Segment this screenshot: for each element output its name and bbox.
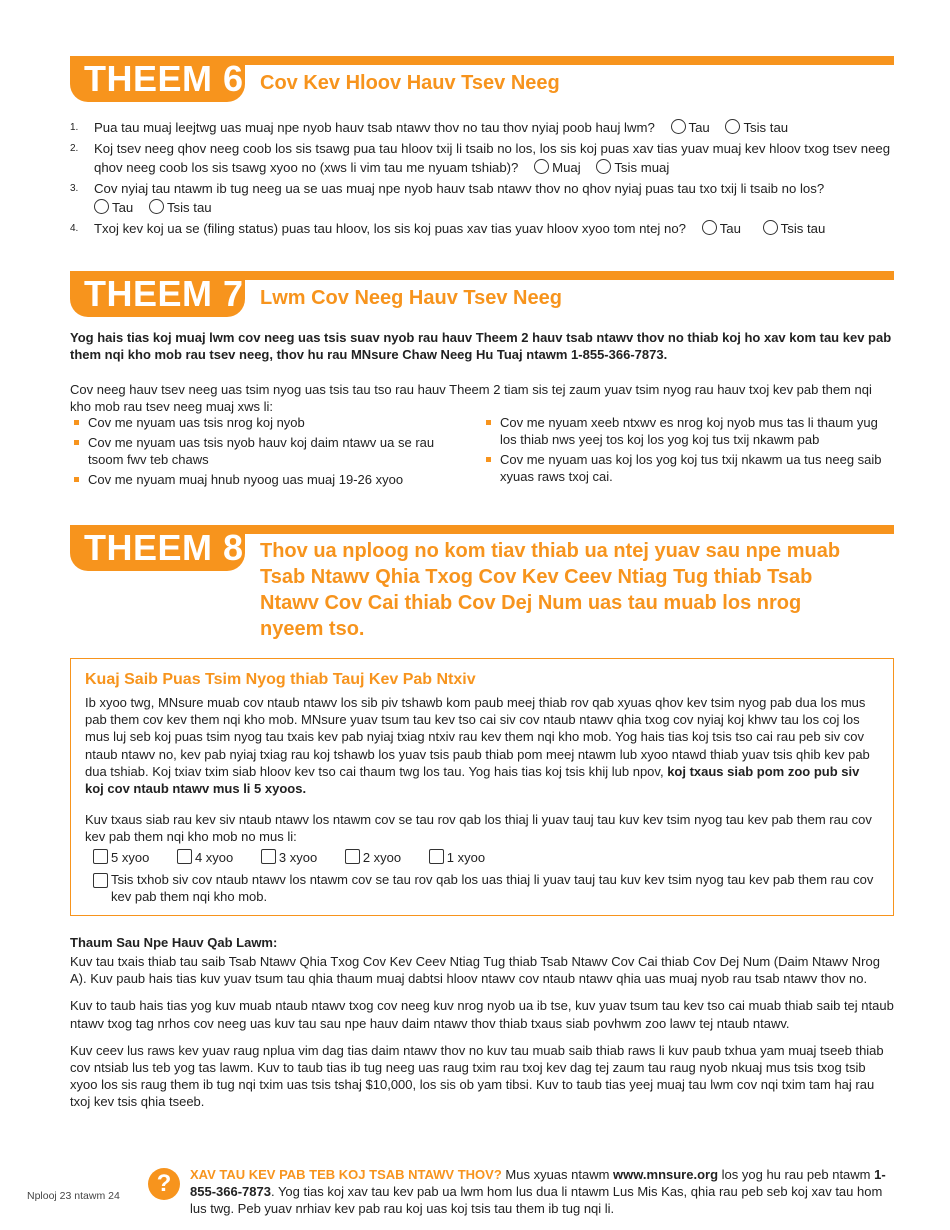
help-heading: XAV TAU KEV PAB TEB KOJ TSAB NTAWV THOV? xyxy=(190,1167,502,1182)
theem6-header xyxy=(70,56,894,106)
theem6-title: Cov Kev Hloov Hauv Tsev Neeg xyxy=(260,72,560,94)
question-text: Pua tau muaj leejtwg uas muaj npe nyob hauv tsab ntawv thov no tau thov nyiaj poob hauj lwm? xyxy=(94,120,655,135)
question-3 xyxy=(70,179,894,217)
radio-label: Tau xyxy=(688,120,710,135)
signature-para-1: Kuv tau txais thiab tau saib Tsab Ntawv Qhia Txog Cov Kev Ceev Ntiag Tug thiab Tsab Ntawv Cov Cai thiab Cov Dej Num (Daim Ntawv Nrog A). Kuv paub hais tias kuv yuav tsum tau qhia thaum muaj dabtsi hloov ntawv cov ntaub ntawv qhia uas muaj nyob rau tsab ntawv thov no. xyxy=(70,954,880,987)
theem7-para: Cov neeg hauv tsev neeg uas tsim nyog uas tsis tau tso rau hauv Theem 2 tiam sis tej zaum yuav tsim nyog rau hauv txoj kev pab them nqi kho mob rau tsev neeg muaj xws li: xyxy=(70,382,872,415)
radio-yes[interactable] xyxy=(671,119,686,134)
checkbox[interactable] xyxy=(93,873,108,888)
radio-label: Tsis muaj xyxy=(614,160,670,175)
theem6-tab: THEEM 6 xyxy=(70,56,245,102)
no-consent-label: Tsis txhob siv cov ntaub ntawv los ntawm cov se tau rov qab los uas thiaj li yuav tauj tau kuv kev tsim nyog tau kev pab them rau cov kev pab them nqi kho mob. xyxy=(111,871,874,904)
theem7-intro xyxy=(70,329,894,416)
page-number: Nplooj 23 ntawm 24 xyxy=(27,1190,120,1202)
question-1 xyxy=(70,118,894,137)
help-text: XAV TAU KEV PAB TEB KOJ TSAB NTAWV THOV? Mus xyuas ntawm www.mnsure.org los yog hu rau peb ntawm 1-855-366-7873. Yog tias koj xav tau kev pab ua lwm hom lus dua li ntawm Lus Mis Kas, qhia rau peb seb koj xav tau hom lus twg. Peb yuav nrhiav kev pab rau koj uas koj tsis tau them ib tug nqi li. xyxy=(190,1167,886,1216)
radio-no[interactable] xyxy=(596,159,611,174)
radio-label: Tsis tau xyxy=(780,221,826,236)
signature-section xyxy=(70,934,894,1110)
radio-label: Tau xyxy=(719,221,741,236)
theem7-bullets-right xyxy=(482,414,892,489)
theem6-questions xyxy=(70,118,894,240)
option-4-years[interactable]: 4 xyoo xyxy=(177,849,233,866)
question-4 xyxy=(70,219,894,238)
consent-box xyxy=(70,658,894,916)
signature-heading: Thaum Sau Npe Hauv Qab Lawm: xyxy=(70,935,278,950)
option-5-years[interactable]: 5 xyoo xyxy=(93,849,149,866)
question-text: Txoj kev koj ua se (filing status) puas tau hloov, los sis koj puas xav tias yuav hloov xyoo tom ntej no? xyxy=(94,221,687,236)
list-item: Cov me nyuam uas tsis nrog koj nyob xyxy=(70,414,470,431)
checkbox[interactable] xyxy=(93,849,108,864)
radio-yes[interactable] xyxy=(94,199,109,214)
theem8-header xyxy=(70,525,894,640)
checkbox[interactable] xyxy=(429,849,444,864)
question-text: Cov nyiaj tau ntawm ib tug neeg ua se uas muaj npe nyob hauv tsab ntawv thov no qhov nyiaj puas tau txo txij li tsaib no los? xyxy=(94,181,825,196)
option-3-years[interactable]: 3 xyoo xyxy=(261,849,317,866)
question-number: 1. xyxy=(70,122,79,133)
radio-no[interactable] xyxy=(725,119,740,134)
question-2 xyxy=(70,139,894,177)
question-number: 3. xyxy=(70,183,79,194)
radio-yes[interactable] xyxy=(702,220,717,235)
radio-label: Tau xyxy=(112,200,134,215)
consent-box-title: Kuaj Saib Puas Tsim Nyog thiab Tauj Kev Pab Ntxiv xyxy=(85,671,476,688)
checkbox[interactable] xyxy=(345,849,360,864)
consent-options xyxy=(85,849,879,866)
option-1-year[interactable]: 1 xyoo xyxy=(429,849,485,866)
option-no-consent[interactable] xyxy=(85,871,879,905)
radio-label: Muaj xyxy=(552,160,581,175)
phone-number: 1-855-366-7873 xyxy=(190,1167,886,1199)
theem7-header xyxy=(70,271,894,321)
consent-para: Ib xyoo twg, MNsure muab cov ntaub ntawv los sib piv tshawb kom paub meej thiab rov qab xyuas qhov kev tsim nyog pab dua los mus pab them cov kev them nqi kho mob. MNsure yuav tsum tau kev tso cai siv cov ntaub ntawv qhia txog cov nyiaj koj khwv tau los coj los mus luj seb koj puas tsim nyog tau txais kev pab nyiaj txiag ntxiv rau kev them nqi kho mob. Yog hais tias koj tsis tso cai rau peb siv cov ntaub ntawv no, kev pab nyiaj txiag rau koj tshawb los yuav tsis paub thiab pom meej ntawm lub xyoo ntawd thiab yuav tsis qhib kev pab dua tshiab. Koj txiav txim siab hloov kev tso cai thaum twg los tau. Yog hais tias koj tsis khij lub npov, koj txaus siab pom zoo pub siv koj cov ntaub ntawv mus li 5 xyoos. xyxy=(85,695,870,796)
signature-para-2: Kuv to taub hais tias yog kuv muab ntaub ntawv txog cov neeg kuv nrog nyob ua ib tse, kuv yuav tsum tau kev tso cai muab thiab saib tej ntaub ntawv txog tag nrhos cov neeg uas kuv tau sau npe hauv daim ntawv thov thiab txaus siab povhwm zoo lawv tej ntaub ntawv. xyxy=(70,998,894,1031)
question-number: 4. xyxy=(70,223,79,234)
question-number: 2. xyxy=(70,143,79,154)
radio-yes[interactable] xyxy=(534,159,549,174)
radio-label: Tsis tau xyxy=(743,120,789,135)
theem7-tab: THEEM 7 xyxy=(70,271,245,317)
radio-label: Tsis tau xyxy=(166,200,212,215)
radio-no[interactable] xyxy=(149,199,164,214)
theem8-tab: THEEM 8 xyxy=(70,525,245,571)
list-item: Cov me nyuam muaj hnub nyoog uas muaj 19-26 xyoo xyxy=(70,471,470,488)
question-text: Koj tsev neeg qhov neeg coob los sis tsawg pua tau hloov txij li tsaib no los, los sis koj puas xav tias yuav muaj kev hloov txog tsev neeg qhov neeg coob los sis tsawg xyoo no (xws li vim tau me nyuam tshiab)? xyxy=(94,141,891,175)
consent-para-2: Kuv txaus siab rau kev siv ntaub ntawv los ntawm cov se tau rov qab los thiaj li yuav tauj tau kuv kev tsim nyog tau kev pab them rau cov kev pab them nqi kho mob no mus li: xyxy=(85,812,872,845)
checkbox[interactable] xyxy=(261,849,276,864)
option-2-years[interactable]: 2 xyoo xyxy=(345,849,401,866)
list-item: Cov me nyuam uas koj los yog koj tus txij nkawm ua tus neeg saib xyuas raws txoj cai. xyxy=(482,451,892,485)
radio-no[interactable] xyxy=(763,220,778,235)
theem7-intro-bold: Yog hais tias koj muaj lwm cov neeg uas tsis suav nyob rau hauv Theem 2 hauv tsab ntawv thov no thiab koj ho xav kom tau kev pab them nqi kho mob rau tsev neeg, thov hu rau MNsure Chaw Neeg Hu Tuaj ntawm 1-855-366-7873. xyxy=(70,330,892,363)
help-icon: ? xyxy=(148,1168,180,1200)
list-item: Cov me nyuam xeeb ntxwv es nrog koj nyob mus tas li thaum yug los thiab nws yeej tos koj los yog koj tus txij nkawm pab xyxy=(482,414,892,448)
theem7-title: Lwm Cov Neeg Hauv Tsev Neeg xyxy=(260,287,562,309)
website-link[interactable]: www.mnsure.org xyxy=(613,1167,719,1182)
theem7-bullets-left xyxy=(70,414,470,492)
theem8-title: Thov ua nploog no kom tiav thiab ua ntej yuav sau npe muab Tsab Ntawv Qhia Txog Cov Kev Ceev Ntiag Tug thiab Tsab Ntawv Cov Cai thiab Cov Dej Num uas tau muab los nrog nyeem tso. xyxy=(260,540,841,640)
signature-para-3: Kuv ceev lus raws kev yuav raug nplua vim dag tias daim ntawv thov no kuv tau muab saib thiab raws li kuv paub txhua yam muaj tseeb thiab cov ntsiab lus teb yog tas lawm. Kuv to taub tias ib tug neeg uas raug txim rau txoj kev dag tej zaum tau raug nyob nkuaj mus tsis txog tsib xyoo los sis raug them ib tug nqi txim uas tsis tshaj $10,000, los sis ob yam tibsi. Kuv to taub tias yeej muaj tau lwm cov nqi txim tam haj rau txoj kev tsis qhia tseeb. xyxy=(70,1042,884,1110)
list-item: Cov me nyuam uas tsis nyob hauv koj daim ntawv ua se rau tsoom fwv teb chaws xyxy=(70,434,470,468)
checkbox[interactable] xyxy=(177,849,192,864)
